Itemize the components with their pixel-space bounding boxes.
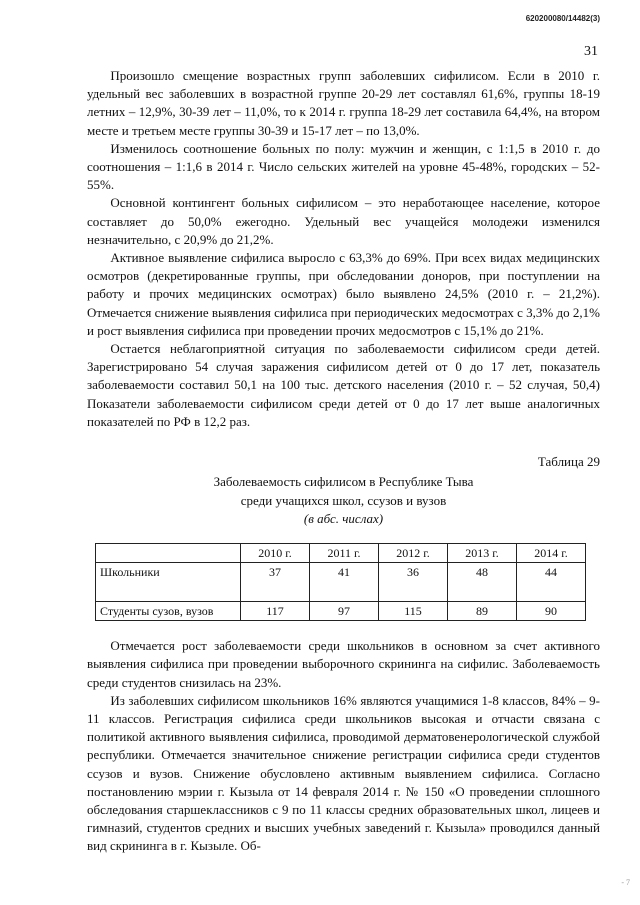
- paragraph: Остается неблагоприятной ситуация по заболеваемости сифилисом среди детей. Зарегистрировано 54 случая заражения сифилисом детей от 0 до 17 лет, показатель заболеваемости составил 50,1 на 100 тыс. детского населения (2010 г. – 52 случая, 50,4) Показатели заболеваемости сифилисом среди детей от 0 до 17 лет выше аналогичных показателей по РФ в 12,2 раз.: [87, 341, 600, 429]
- table-cell: 97: [310, 601, 379, 620]
- table-caption: Таблица 29: [537, 454, 600, 470]
- table-cell: 89: [448, 601, 517, 620]
- paragraph: Из заболевших сифилисом школьников 16% являются учащимися 1-8 классов, 84% – 9-11 классов. Регистрация сифилиса среди школьников высокая и отчасти связана с политикой активного выявления сифилиса, проводимой дерматовенерологической службой республики. Отмечается значительное снижение регистрации сифилиса среди студентов ссузов и вузов. Снижение обусловлено активным выявлением сифилиса. Согласно постановлению мэрии г. Кызыла от 14 февраля 2014 г. № 150 «О проведении сплошного обследования старшеклассников с 9 по 11 классы средних образовательных школ, лицеев и гимназий, студентов средних и высших учебных заведений г. Кызыла» проводился данный вид скрининга в г. Кызыле. Об-: [87, 692, 600, 854]
- table-cell: 90: [517, 601, 586, 620]
- paragraph: Произошло смещение возрастных групп заболевших сифилисом. Если в 2010 г. удельный вес заболевших в возрастной группе 20-29 лет составлял 61,6%, группы 18-19 летних – 12,9%, 30-39 лет – 11,0%, то к 2014 г. группа 18-29 лет составила 64,4%, на втором месте и третьем месте группы 30-39 и 15-17 лет – по 13,0%.: [87, 68, 600, 138]
- column-header: 2010 г.: [241, 543, 310, 562]
- page-body: [87, 67, 600, 856]
- syphilis-table: [95, 543, 586, 621]
- table-cell: 117: [241, 601, 310, 620]
- row-label: Студенты сузов, вузов: [96, 601, 241, 620]
- table-title-line: Заболеваемость сифилисом в Республике Тыва: [213, 474, 474, 490]
- table-cell: 48: [448, 562, 517, 601]
- table-unit: (в абс. числах): [303, 511, 384, 527]
- table-row: [96, 601, 586, 620]
- column-header: 2011 г.: [310, 543, 379, 562]
- paragraph: Основной контингент больных сифилисом – это неработающее население, которое составляет до 50,0% ежегодно. Удельный вес учащейся молодежи изменился незначительно, с 20,9% до 21,2%.: [87, 195, 600, 247]
- table-cell: 44: [517, 562, 586, 601]
- text-after-table: [87, 637, 600, 855]
- table-cell: 41: [310, 562, 379, 601]
- page-number: 31: [584, 44, 598, 59]
- table-cell: 36: [379, 562, 448, 601]
- table-header-row: [96, 543, 586, 562]
- table-title-line: среди учащихся школ, ссузов и вузов: [240, 492, 447, 508]
- table-cell: 115: [379, 601, 448, 620]
- column-header: 2013 г.: [448, 543, 517, 562]
- corner-mark: - 7: [621, 878, 630, 887]
- table-corner-cell: [96, 543, 241, 562]
- table-title: [87, 473, 600, 529]
- paragraph: Отмечается рост заболеваемости среди школьников в основном за счет активного выявления сифилиса при проведении выборочного скрининга на сифилис. Заболеваемость среди студентов снизилась на 23%.: [87, 638, 600, 690]
- paragraph: Изменилось соотношение больных по полу: мужчин и женщин, с 1:1,5 в 2010 г. до соотношения – 1:1,6 в 2014 г. Число сельских жителей на уровне 45-48%, городских – 52-55%.: [87, 140, 600, 193]
- paragraph: Активное выявление сифилиса выросло с 63,3% до 69%. При всех видах медицинских осмотров (декретированные группы, при обследовании доноров, при поступлении на работу и прочих медицинских осмотрах) было выявлено 24,5% (2010 г. – 21,2%). Отмечается снижение выявления сифилиса при периодических медосмотрах с 3,3% до 2,1% и рост выявления сифилиса при проведении прочих медосмотров с 15,1% до 21%.: [87, 250, 600, 338]
- column-header: 2012 г.: [379, 543, 448, 562]
- column-header: 2014 г.: [517, 543, 586, 562]
- row-label: Школьники: [96, 562, 241, 601]
- document-code: 620200080/14482(3): [525, 14, 600, 23]
- table-row: [96, 562, 586, 601]
- table-cell: 37: [241, 562, 310, 601]
